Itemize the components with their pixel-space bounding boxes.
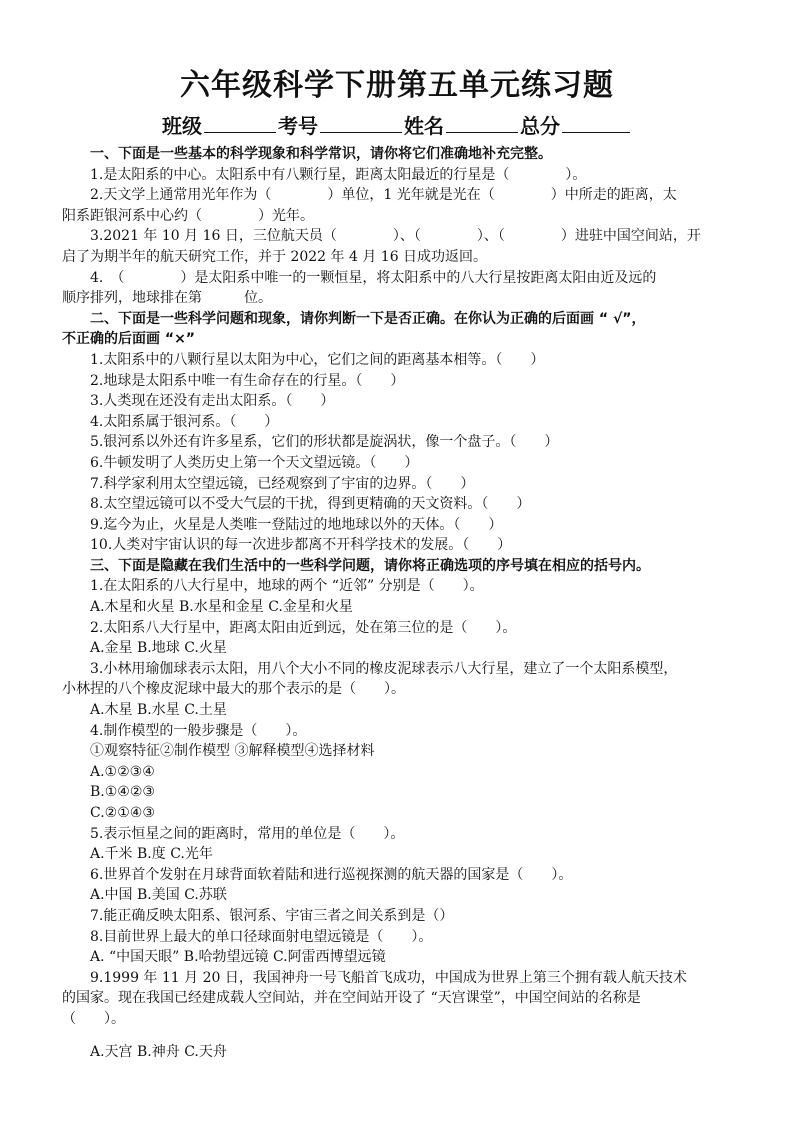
s2-item: 1.太阳系中的八颗行星以太阳为中心，它们之间的距离基本相等。（ ） — [90, 351, 545, 368]
s2-item: 10.人类对宇宙认识的每一次进步都离不开科学技术的发展。（ ） — [90, 537, 512, 554]
s3-question-cont: （ ）。 — [62, 1010, 125, 1027]
s3-steps: ①观察特征②制作模型 ③解释模型④选择材料 — [90, 743, 375, 760]
s2-item: 7.科学家利用太空望远镜，已经观察到了宇宙的边界。（ ） — [90, 475, 475, 492]
s3-options: A. “中国天眼” B.哈勃望远镜 C.阿雷西博望远镜 — [90, 949, 386, 966]
s3-options: A.木星 B.水星 C.土星 — [90, 702, 227, 719]
s3-question: 8.目前世界上最大的单口径球面射电望远镜是（ ）。 — [90, 928, 433, 945]
s2-item: 4.太阳系属于银河系。（ ） — [90, 413, 279, 430]
s1-line: 启了为期半年的航天研究工作，并于 2022 年 4 月 16 日成功返回。 — [62, 248, 488, 265]
s1-line: 3.2021 年 10 月 16 日，三位航天员（ ）、（ ）、（ ）进驻中国空间站，开 — [90, 228, 701, 245]
s1-line: 顺序排列，地球排在第 位。 — [62, 290, 272, 307]
s1-line: 阳系距银河系中心约（ ）光年。 — [62, 207, 314, 224]
s3-question: 5.表示恒星之间的距离时，常用的单位是（ ）。 — [90, 825, 405, 842]
page-title: 六年级科学下册第五单元练习题 — [180, 68, 614, 103]
questions-body — [62, 144, 742, 1062]
exam-no-label: 考号 — [278, 114, 318, 138]
s3-question: 9.1999 年 11 月 20 日，我国神舟一号飞船首飞成功，中国成为世界上第三个拥有载人航天技术 — [90, 969, 687, 986]
s2-item: 3.人类现在还没有走出太阳系。（ ） — [90, 393, 335, 410]
s3-options: A.金星 B.地球 C.火星 — [90, 640, 227, 657]
s1-line: 4. （ ）是太阳系中唯一的一颗恒星，将太阳系中的八大行星按距离太阳由近及远的 — [90, 269, 657, 286]
student-info-line — [0, 110, 794, 139]
s2-item: 6.牛顿发明了人类历史上第一个天文望远镜。（ ） — [90, 454, 419, 471]
section-1-heading: 一、下面是一些基本的科学现象和科学常识，请你将它们准确地补充完整。 — [90, 146, 552, 162]
s3-question: 2.太阳系八大行星中，距离太阳由近到远，处在第三位的是（ ）。 — [90, 619, 517, 636]
s3-options: A.千米 B.度 C.光年 — [90, 846, 213, 863]
name-blank[interactable] — [446, 114, 518, 133]
section-2-heading: 二、下面是一些科学问题和现象，请你判断一下是否正确。在你认为正确的后面画 “ √”， — [90, 310, 646, 327]
s3-question: 6.世界首个发射在月球背面软着陆和进行巡视探测的航天器的国家是（ ）。 — [90, 866, 573, 883]
name-label: 姓名 — [404, 114, 444, 138]
s2-item: 2.地球是太阳系中唯一有生命存在的行星。（ ） — [90, 372, 405, 389]
s3-question: 7.能正确反映太阳系、银河系、宇宙三者之间关系到是（） — [90, 907, 454, 924]
s3-option: A.①②③④ — [90, 763, 155, 780]
s3-question: 3.小林用瑜伽球表示太阳，用八个大小不同的橡皮泥球表示八大行星，建立了一个太阳系模型， — [90, 660, 678, 677]
s3-options: A.木星和火星 B.水星和金星 C.金星和火星 — [90, 599, 353, 616]
s3-question: 1.在太阳系的八大行星中，地球的两个 “近邻” 分别是（ ）。 — [90, 578, 484, 595]
s2-item: 5.银河系以外还有许多星系，它们的形状都是旋涡状，像一个盘子。（ ） — [90, 434, 559, 451]
section-3-heading: 三、下面是隐藏在我们生活中的一些科学问题，请你将正确选项的序号填在相应的括号内。 — [90, 557, 650, 574]
score-blank[interactable] — [562, 114, 630, 133]
exam-no-blank[interactable] — [320, 114, 402, 133]
section-2-heading-cont: 不正确的后面画 “×” — [62, 331, 196, 348]
s3-question-cont: 小林捏的八个橡皮泥球中最大的那个表示的是（ ）。 — [62, 681, 405, 698]
s3-option: B.①④②③ — [90, 784, 155, 801]
s3-options: A.天宫 B.神舟 C.天舟 — [90, 1043, 227, 1060]
class-label: 班级 — [162, 114, 202, 138]
s2-item: 8.太空望远镜可以不受大气层的干扰，得到更精确的天文资料。（ ） — [90, 496, 531, 513]
s3-question-cont: 的国家。现在我国已经建成载人空间站，并在空间站开设了 “天宫课堂”，中国空间站的名称是 — [62, 990, 641, 1007]
s3-question: 4.制作模型的一般步骤是（ ）。 — [90, 722, 307, 739]
class-blank[interactable] — [204, 114, 276, 133]
s1-line: 1.是太阳系的中心。太阳系中有八颗行星，距离太阳最近的行星是（ ）。 — [90, 166, 587, 183]
s3-option: C.②①④③ — [90, 805, 155, 821]
s1-line: 2.天文学上通常用光年作为（ ）单位，1 光年就是光在（ ）中所走的距离，太 — [90, 187, 677, 204]
score-label: 总分 — [520, 114, 560, 138]
s2-item: 9.迄今为止，火星是人类唯一登陆过的地地球以外的天体。（ ） — [90, 516, 503, 533]
s3-options: A.中国 B.美国 C.苏联 — [90, 887, 227, 904]
